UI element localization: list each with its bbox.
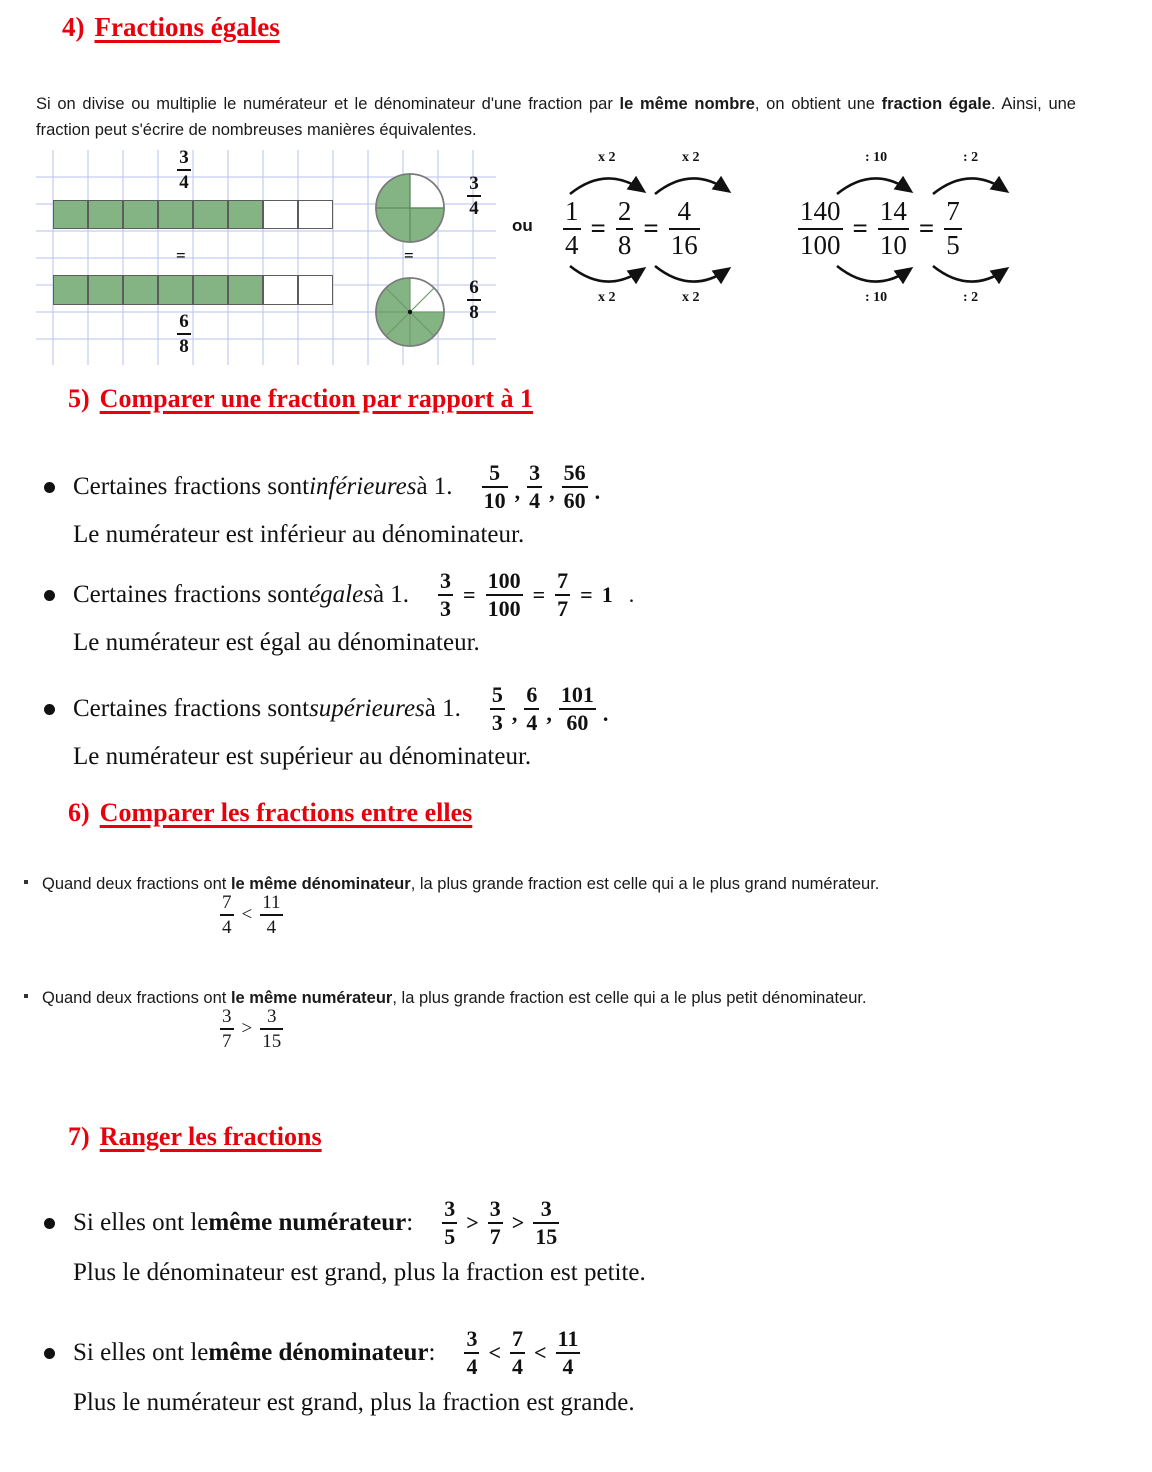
bullet-emphasis: égales [309, 581, 373, 609]
denominator: 4 [179, 172, 189, 194]
separator: , [511, 701, 518, 727]
intro-bold-same-number: le même nombre [619, 95, 755, 113]
numerator: 1 [565, 196, 579, 226]
bullet-dot [44, 1348, 55, 1359]
fraction [260, 1007, 283, 1052]
bullet-rule: Plus le numérateur est grand, plus la fraction est grande. [73, 1388, 635, 1416]
chain-bottom-label: : 10 [865, 290, 888, 305]
denominator: 15 [535, 1224, 558, 1250]
bullet-text-post: à 1. [424, 695, 461, 723]
bullet-dot [44, 704, 55, 715]
denominator: 5 [946, 229, 960, 260]
ordering-equation [461, 1328, 583, 1379]
fraction [490, 684, 505, 735]
denominator: 100 [487, 596, 521, 622]
section-heading-5 [68, 384, 533, 414]
separator: , [549, 479, 555, 505]
bar-cell [298, 200, 333, 229]
bullet-text-pre: Certaines fractions sont [73, 581, 310, 609]
bullet-text-pre: Certaines fractions sont [73, 695, 310, 723]
numerator: 3 [540, 1196, 552, 1221]
bullet-square [24, 880, 28, 884]
numerator: 5 [489, 460, 501, 485]
bullet-dot [44, 590, 55, 601]
numerator: 56 [563, 460, 586, 485]
bar-cell [193, 275, 228, 305]
bar-cell [123, 200, 158, 229]
fraction [798, 198, 843, 259]
chain-bottom-arrows [795, 262, 1075, 294]
denominator: 7 [557, 596, 569, 622]
section-heading-6 [68, 798, 472, 828]
intro-text-b: , on obtient une [754, 95, 882, 113]
numerator: 5 [491, 682, 503, 707]
bullet-rule: Le numérateur est égal au dénominateur. [73, 628, 480, 656]
chain-bottom-label: x 2 [682, 290, 700, 305]
numerator: 7 [512, 1326, 523, 1351]
bullet-text-post: à 1. [372, 581, 410, 609]
bullet-text-a: Quand deux fractions ont [42, 875, 231, 893]
chain-equation [560, 198, 703, 259]
numerator: 11 [557, 1326, 579, 1351]
bar-cell [228, 275, 263, 305]
pie-equals-sign: = [404, 246, 414, 265]
numerator: 3 [469, 173, 479, 194]
fraction [438, 570, 453, 621]
denominator: 8 [179, 336, 189, 358]
value-one: 1 [601, 582, 613, 608]
fraction [944, 198, 962, 259]
section-title: Comparer une fraction par rapport à 1 [99, 384, 533, 413]
denominator: 4 [222, 917, 232, 939]
numerator: 6 [179, 311, 189, 332]
fraction [878, 198, 909, 259]
numerator: 3 [489, 1196, 501, 1221]
fraction [527, 462, 542, 513]
fraction [563, 198, 581, 259]
numerator: 3 [179, 147, 189, 168]
fraction-bar [177, 169, 191, 171]
fraction-bar [260, 1028, 283, 1030]
denominator: 5 [444, 1224, 456, 1250]
fraction [488, 1198, 503, 1249]
fraction-diagram [36, 147, 496, 365]
fraction-bar [220, 1028, 234, 1030]
section-number: 5) [68, 384, 90, 413]
equals-sign: = [643, 213, 659, 244]
fraction [260, 893, 282, 938]
section-title: Fractions égales [94, 12, 280, 42]
comparison-equation [217, 1007, 1114, 1052]
denominator: 3 [440, 596, 452, 622]
fraction [486, 570, 523, 621]
section-title: Ranger les fractions [99, 1122, 322, 1151]
bullet-same-denominator [24, 872, 1114, 938]
denominator: 4 [466, 1354, 478, 1380]
bullet-equal-fractions [44, 570, 1114, 657]
numerator: 4 [677, 196, 692, 226]
pie-chart-six-eighths [374, 276, 446, 348]
chain-top-label: : 2 [963, 150, 979, 165]
ordering-equation [439, 1198, 562, 1249]
pie-chart-three-quarters [374, 172, 446, 244]
comparison-equation [217, 893, 1114, 938]
numerator: 2 [617, 196, 632, 226]
bullet-order-same-numerator [44, 1198, 1124, 1287]
bullet-text-a: Quand deux fractions ont [42, 989, 231, 1007]
bar-cell [53, 275, 88, 305]
bullet-rule: Plus le dénominateur est grand, plus la fraction est petite. [73, 1258, 646, 1286]
bar-equals-sign: = [176, 246, 186, 265]
separator: . [602, 701, 609, 727]
greater-than-sign: > [511, 1210, 525, 1236]
bullet-emphasis: supérieures [309, 695, 425, 723]
numerator: 11 [262, 891, 281, 913]
pie-label-three-quarters [454, 174, 494, 219]
numerator: 7 [557, 568, 569, 593]
numerator: 6 [469, 277, 479, 298]
numerator: 7 [222, 891, 232, 913]
bullet-rule: Le numérateur est inférieur au dénominateur. [73, 520, 525, 548]
fraction-bar [220, 914, 234, 916]
bullet-dot [44, 1218, 55, 1229]
numerator: 14 [879, 196, 907, 226]
denominator: 10 [483, 488, 506, 514]
numerator: 3 [440, 568, 452, 593]
bullet-text-b: , la plus grande fraction est celle qui a le plus grand numérateur. [410, 875, 880, 893]
equivalence-chain-multiply [560, 150, 810, 310]
fraction [524, 684, 539, 735]
denominator: 4 [512, 1354, 523, 1380]
fraction-equation [435, 570, 634, 621]
bullet-text-pre: Si elles ont le [73, 1209, 209, 1237]
fraction [556, 1328, 581, 1379]
numerator: 3 [466, 1326, 478, 1351]
chain-top-label: x 2 [682, 150, 700, 165]
bar-cell [88, 200, 123, 229]
less-than-sign: < [488, 1340, 501, 1366]
chain-top-label: x 2 [598, 150, 616, 165]
fraction [220, 893, 234, 938]
fraction [669, 198, 700, 259]
chain-top-arrows [560, 168, 790, 200]
chain-equation [795, 198, 965, 259]
denominator: 100 [800, 229, 841, 260]
denominator: 4 [266, 917, 277, 939]
bullet-dot [44, 482, 55, 493]
fraction [555, 570, 570, 621]
equals-sign: = [463, 582, 476, 608]
section-title: Comparer les fractions entre elles [99, 798, 473, 827]
fraction [464, 1328, 479, 1379]
denominator: 7 [222, 1031, 232, 1053]
bar-model-bottom [53, 275, 333, 305]
fraction-examples [487, 684, 613, 735]
bullet-superior-fractions [44, 684, 1114, 771]
less-than-sign: < [241, 903, 253, 925]
bullet-text-pre: Certaines fractions sont [73, 473, 310, 501]
intro-text-a: Si on divise ou multiplie le numérateur et le dénominateur d'une fraction par [36, 95, 620, 113]
numerator: 100 [487, 568, 521, 593]
bullet-bold-term: même numérateur [208, 1209, 407, 1237]
equals-sign: = [590, 213, 606, 244]
section-heading-4 [62, 12, 280, 43]
numerator: 3 [222, 1005, 232, 1027]
denominator: 4 [529, 488, 541, 514]
numerator: 7 [946, 196, 960, 226]
fraction [562, 462, 588, 513]
fraction-bar [467, 195, 481, 197]
intro-paragraph [36, 92, 1076, 143]
ou-connector: ou [512, 216, 533, 235]
numerator: 3 [266, 1005, 277, 1027]
fraction [442, 1198, 457, 1249]
less-than-sign: < [534, 1340, 547, 1366]
fraction [616, 198, 634, 259]
chain-top-label: : 10 [865, 150, 888, 165]
bar-cell [263, 200, 298, 229]
bar-cell [53, 200, 88, 229]
section-number: 4) [62, 12, 85, 42]
denominator: 8 [469, 302, 479, 324]
bullet-text-pre: Si elles ont le [73, 1339, 209, 1367]
numerator: 3 [444, 1196, 456, 1221]
greater-than-sign: > [466, 1210, 479, 1236]
bar-cell [158, 275, 193, 305]
bullet-text-post: : [428, 1339, 436, 1367]
bullet-bold-term: le même numérateur [230, 989, 393, 1007]
fraction [533, 1198, 559, 1249]
fraction-bar [177, 333, 191, 335]
bullet-text-b: , la plus grande fraction est celle qui a le plus petit dénominateur. [392, 989, 867, 1007]
denominator: 4 [526, 710, 538, 736]
bar-cell [88, 275, 123, 305]
numerator: 6 [526, 682, 538, 707]
bullet-bold-term: même dénominateur [208, 1339, 429, 1367]
separator: , [514, 479, 521, 505]
chain-bottom-label: x 2 [598, 290, 616, 305]
denominator: 4 [565, 229, 579, 260]
bullet-same-numerator [24, 986, 1114, 1052]
bullet-text-post: : [406, 1209, 414, 1237]
bar-label-three-quarters [154, 148, 214, 193]
bar-cell [193, 200, 228, 229]
pie-label-six-eighths [454, 278, 494, 323]
numerator: 101 [560, 682, 594, 707]
bar-cell [123, 275, 158, 305]
bar-model-top [53, 200, 333, 229]
fraction [510, 1328, 525, 1379]
equals-sign: = [532, 582, 546, 608]
denominator: 4 [562, 1354, 574, 1380]
fraction [482, 462, 508, 513]
fraction-examples [479, 462, 605, 513]
bar-cell [158, 200, 193, 229]
bullet-square [24, 994, 28, 998]
bullet-emphasis: inférieures [309, 473, 417, 501]
bar-cell [298, 275, 333, 305]
denominator: 8 [617, 229, 632, 260]
equals-sign: = [852, 213, 868, 244]
equals-sign: = [580, 582, 593, 608]
fraction-bar [467, 299, 481, 301]
bullet-text-post: à 1. [416, 473, 453, 501]
section-number: 6) [68, 798, 90, 827]
equals-sign: = [918, 213, 935, 244]
bar-cell [228, 200, 263, 229]
section-number: 7) [68, 1122, 90, 1151]
bullet-rule: Le numérateur est supérieur au dénominateur. [73, 742, 532, 770]
fraction-bar [260, 914, 282, 916]
denominator: 10 [879, 229, 907, 260]
period: . [628, 582, 635, 608]
fraction [220, 1007, 234, 1052]
bar-cell [263, 275, 298, 305]
bullet-inferior-fractions [44, 462, 1114, 549]
chain-bottom-arrows [560, 262, 790, 294]
numerator: 140 [800, 196, 841, 226]
numerator: 3 [529, 460, 541, 485]
denominator: 7 [489, 1224, 501, 1250]
denominator: 4 [469, 198, 479, 220]
intro-text-c: . Ainsi, une fraction peut s'écrire de nombreuses manières équivalentes. [36, 95, 1076, 139]
chain-bottom-label: : 2 [963, 290, 979, 305]
fraction [559, 684, 596, 735]
separator: , [546, 701, 552, 727]
denominator: 60 [563, 488, 586, 514]
bar-label-six-eighths [154, 312, 214, 357]
intro-bold-equal-fraction: fraction égale [881, 95, 992, 113]
bullet-bold-term: le même dénominateur [230, 875, 411, 893]
denominator: 15 [262, 1031, 282, 1053]
denominator: 60 [566, 710, 589, 736]
denominator: 3 [491, 710, 503, 736]
separator: . [594, 479, 601, 505]
section-heading-7 [68, 1122, 322, 1152]
equivalence-chain-divide [795, 150, 1095, 310]
denominator: 16 [670, 229, 698, 260]
greater-than-sign: > [241, 1017, 253, 1039]
bullet-order-same-denominator [44, 1328, 1124, 1417]
